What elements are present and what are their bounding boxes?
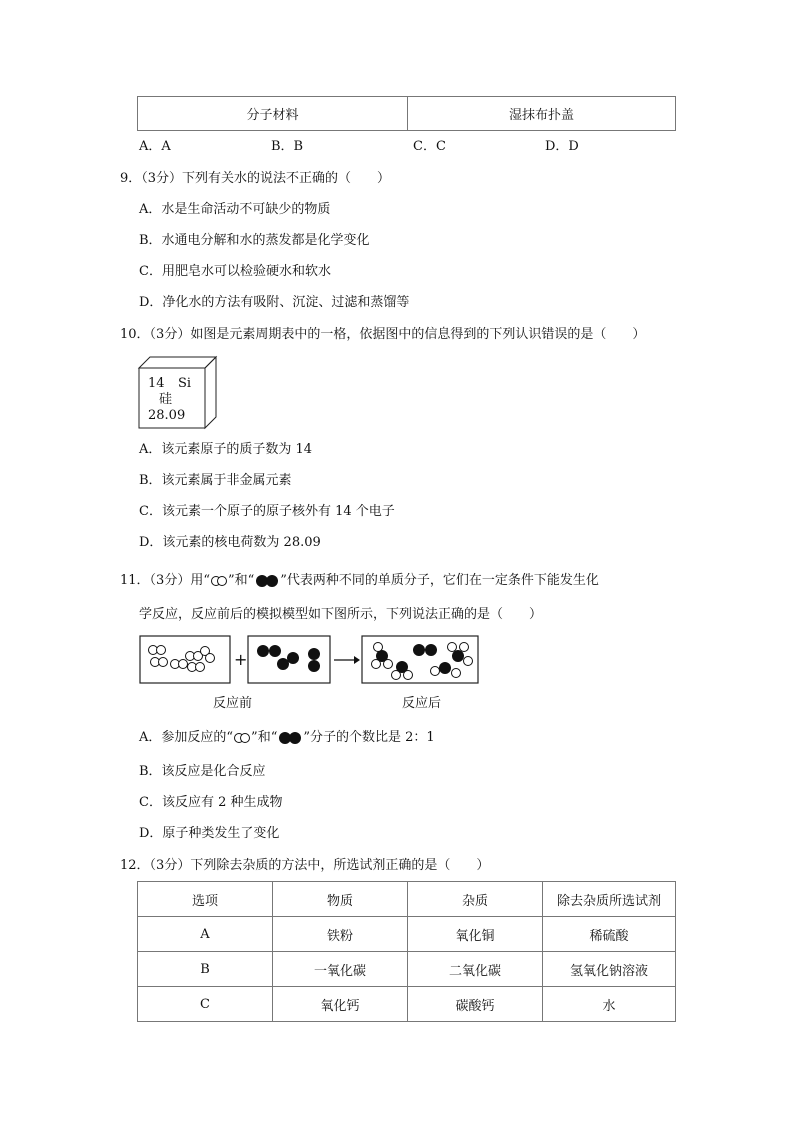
- table-row: [138, 952, 676, 987]
- black-molecule-icon: [254, 574, 280, 588]
- table-header-row: [138, 882, 676, 917]
- q10-stem: 10．（3分）如图是元素周期表中的一格，依据图中的信息得到的下列认识错误的是（ ）: [120, 327, 646, 342]
- table-header-cell: 选项: [138, 882, 273, 917]
- q11-option-a[interactable]: [139, 730, 435, 746]
- q11-option-a-part2: ”和“: [251, 730, 278, 745]
- q11-stem-part1: 11．（3分）用“: [120, 573, 210, 588]
- q10-option-a[interactable]: A．该元素原子的质子数为 14: [139, 442, 313, 457]
- q11-stem-line2: 学反应，反应前后的模拟模型如下图所示，下列说法正确的是（ ）: [139, 607, 543, 622]
- element-name: 硅: [159, 392, 173, 407]
- element-number: 14: [148, 376, 165, 391]
- table-cell: 湿抹布扑盖: [408, 97, 676, 131]
- q12-stem: 12．（3分）下列除去杂质的方法中，所选试剂正确的是（ ）: [120, 858, 490, 873]
- q8-option-b[interactable]: B．B: [271, 139, 304, 154]
- table-cell: 铁粉: [273, 917, 408, 952]
- q8-table: [137, 96, 676, 131]
- q11-stem-part2: ”和“: [227, 573, 255, 588]
- table-cell: C: [138, 987, 273, 1022]
- table-cell: 氢氧化钠溶液: [543, 952, 676, 987]
- table-cell: 碳酸钙: [408, 987, 543, 1022]
- q11-option-d[interactable]: D．原子种类发生了变化: [139, 826, 280, 841]
- q8-option-c[interactable]: C．C: [413, 139, 446, 154]
- element-symbol: Si: [178, 376, 192, 391]
- table-cell: 水: [543, 987, 676, 1022]
- q11-stem: [120, 573, 599, 589]
- table-header-cell: 杂质: [408, 882, 543, 917]
- q8-option-a[interactable]: A．A: [139, 139, 171, 154]
- table-row: [138, 987, 676, 1022]
- q8-option-d[interactable]: D．D: [545, 139, 579, 154]
- q9-option-a[interactable]: A．水是生命活动不可缺少的物质: [139, 202, 331, 217]
- table-cell: 二氧化碳: [408, 952, 543, 987]
- table-cell: A: [138, 917, 273, 952]
- label-before-reaction: 反应前: [213, 696, 253, 711]
- q12-table: [137, 881, 676, 1022]
- table-row: [138, 97, 676, 131]
- q9-option-d[interactable]: D．净化水的方法有吸附、沉淀、过滤和蒸馏等: [139, 295, 410, 310]
- q9-stem: 9．（3分）下列有关水的说法不正确的（ ）: [120, 171, 391, 186]
- white-molecule-icon: [233, 732, 251, 744]
- table-cell: 氧化铜: [408, 917, 543, 952]
- q10-option-c[interactable]: C．该元素一个原子的原子核外有 14 个电子: [139, 504, 395, 519]
- plus-sign: +: [234, 650, 248, 669]
- table-cell: B: [138, 952, 273, 987]
- table-header-cell: 除去杂质所选试剂: [543, 882, 676, 917]
- q11-option-a-part1: A．参加反应的“: [139, 730, 234, 745]
- q11-option-c[interactable]: C．该反应有 2 种生成物: [139, 795, 283, 810]
- reaction-model-figure: [138, 634, 482, 688]
- white-molecule-icon: [210, 575, 228, 587]
- table-row: [138, 917, 676, 952]
- q11-option-a-part3: ”分子的个数比是 2：1: [303, 730, 435, 745]
- element-mass: 28.09: [148, 408, 186, 423]
- table-cell: 分子材料: [138, 97, 408, 131]
- label-after-reaction: 反应后: [402, 696, 442, 711]
- table-cell: 一氧化碳: [273, 952, 408, 987]
- q11-stem-part3: ”代表两种不同的单质分子，它们在一定条件下能发生化: [280, 573, 599, 588]
- black-molecule-icon: [277, 731, 303, 745]
- q9-option-c[interactable]: C．用肥皂水可以检验硬水和软水: [139, 264, 331, 279]
- q11-option-b[interactable]: B．该反应是化合反应: [139, 764, 266, 779]
- q10-option-b[interactable]: B．该元素属于非金属元素: [139, 473, 292, 488]
- table-header-cell: 物质: [273, 882, 408, 917]
- table-cell: 稀硫酸: [543, 917, 676, 952]
- table-cell: 氧化钙: [273, 987, 408, 1022]
- q9-option-b[interactable]: B．水通电分解和水的蒸发都是化学变化: [139, 233, 370, 248]
- q10-option-d[interactable]: D．该元素的核电荷数为 28.09: [139, 535, 321, 550]
